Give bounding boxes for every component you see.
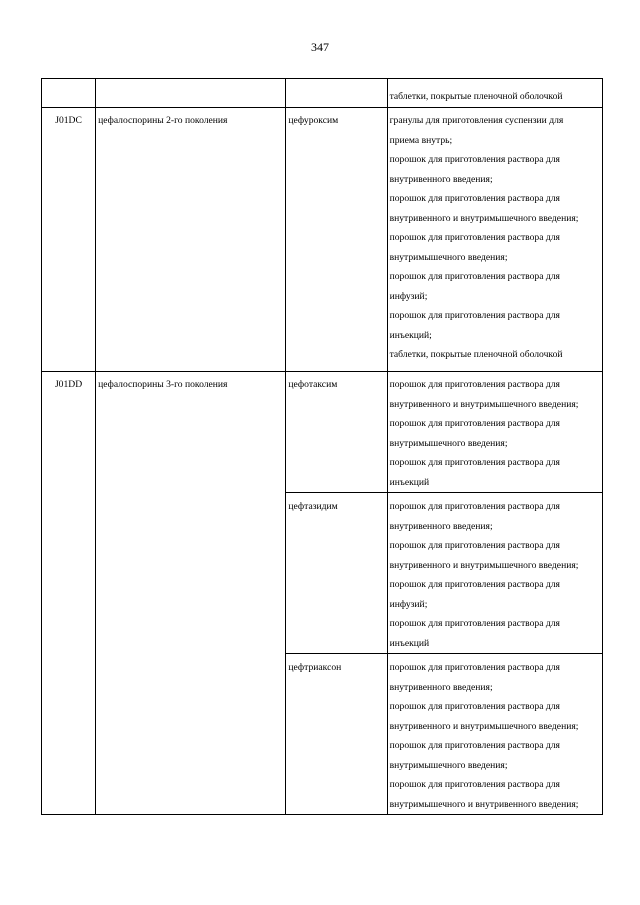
drug-cell: цефотаксим: [286, 372, 387, 493]
dosage-form-line: порошок для приготовления раствора для: [389, 232, 560, 243]
dosage-form-line: порошок для приготовления раствора для: [389, 271, 560, 282]
drug-cell: цефуроксим: [286, 108, 387, 372]
dosage-form-line: порошок для приготовления раствора для: [389, 579, 560, 590]
drug-cell: [286, 79, 387, 108]
dosage-form-line: внутримышечного и внутривенного введения;: [389, 798, 579, 810]
dosage-form-line: таблетки, покрытые пленочной оболочкой: [389, 91, 563, 102]
table-row: [42, 108, 603, 372]
atc-code-cell: J01DC: [42, 108, 96, 372]
atc-code-cell: J01DD: [42, 372, 96, 815]
table-row: [42, 372, 603, 493]
drug-cell: цефтазидим: [286, 493, 387, 654]
drug-table: [41, 78, 603, 815]
dosage-form-line: приема внутрь;: [389, 134, 453, 146]
dosage-form-line: порошок для приготовления раствора для: [389, 618, 560, 629]
dosage-form-line: порошок для приготовления раствора для: [389, 701, 560, 712]
dosage-form-line: порошок для приготовления раствора для: [389, 540, 560, 551]
group-cell: цефалоспорины 2-го поколения: [96, 108, 286, 372]
dosage-form-line: порошок для приготовления раствора для: [389, 379, 560, 390]
dosage-form-line: порошок для приготовления раствора для: [389, 193, 560, 204]
dosage-form-cell: [387, 372, 602, 493]
dosage-form-line: порошок для приготовления раствора для: [389, 662, 560, 673]
dosage-form-line: инфузий;: [389, 290, 428, 302]
dosage-form-line: внутривенного введения;: [389, 173, 493, 185]
atc-code-cell: [42, 79, 96, 108]
dosage-form-cell: [387, 108, 602, 372]
dosage-form-cell: [387, 79, 602, 108]
dosage-form-cell: [387, 493, 602, 654]
dosage-form-line: внутривенного и внутримышечного введения;: [389, 398, 579, 410]
dosage-form-line: инъекций: [389, 637, 430, 649]
dosage-form-line: внутривенного и внутримышечного введения;: [389, 212, 579, 224]
group-cell: [96, 79, 286, 108]
dosage-form-line: гранулы для приготовления суспензии для: [389, 115, 564, 126]
dosage-form-line: внутривенного и внутримышечного введения;: [389, 720, 579, 732]
dosage-form-line: инъекций: [389, 476, 430, 488]
page-number: 347: [311, 40, 329, 54]
dosage-form-cell: [387, 654, 602, 815]
dosage-form-line: порошок для приготовления раствора для: [389, 154, 560, 165]
dosage-form-line: порошок для приготовления раствора для: [389, 418, 560, 429]
dosage-form-line: порошок для приготовления раствора для: [389, 501, 560, 512]
dosage-form-line: внутримышечного введения;: [389, 251, 508, 263]
table-row: [42, 79, 603, 108]
dosage-form-line: внутримышечного введения;: [389, 437, 508, 449]
dosage-form-line: порошок для приготовления раствора для: [389, 310, 560, 321]
dosage-form-line: внутривенного и внутримышечного введения;: [389, 559, 579, 571]
dosage-form-line: внутривенного введения;: [389, 681, 493, 693]
drug-cell: цефтриаксон: [286, 654, 387, 815]
dosage-form-line: порошок для приготовления раствора для: [389, 457, 560, 468]
dosage-form-line: инфузий;: [389, 598, 428, 610]
dosage-form-line: внутривенного введения;: [389, 520, 493, 532]
dosage-form-line: инъекций;: [389, 329, 432, 341]
dosage-form-line: внутримышечного введения;: [389, 759, 508, 771]
group-cell: цефалоспорины 3-го поколения: [96, 372, 286, 815]
dosage-form-line: таблетки, покрытые пленочной оболочкой: [389, 349, 563, 360]
dosage-form-line: порошок для приготовления раствора для: [389, 740, 560, 751]
dosage-form-line: порошок для приготовления раствора для: [389, 779, 560, 790]
